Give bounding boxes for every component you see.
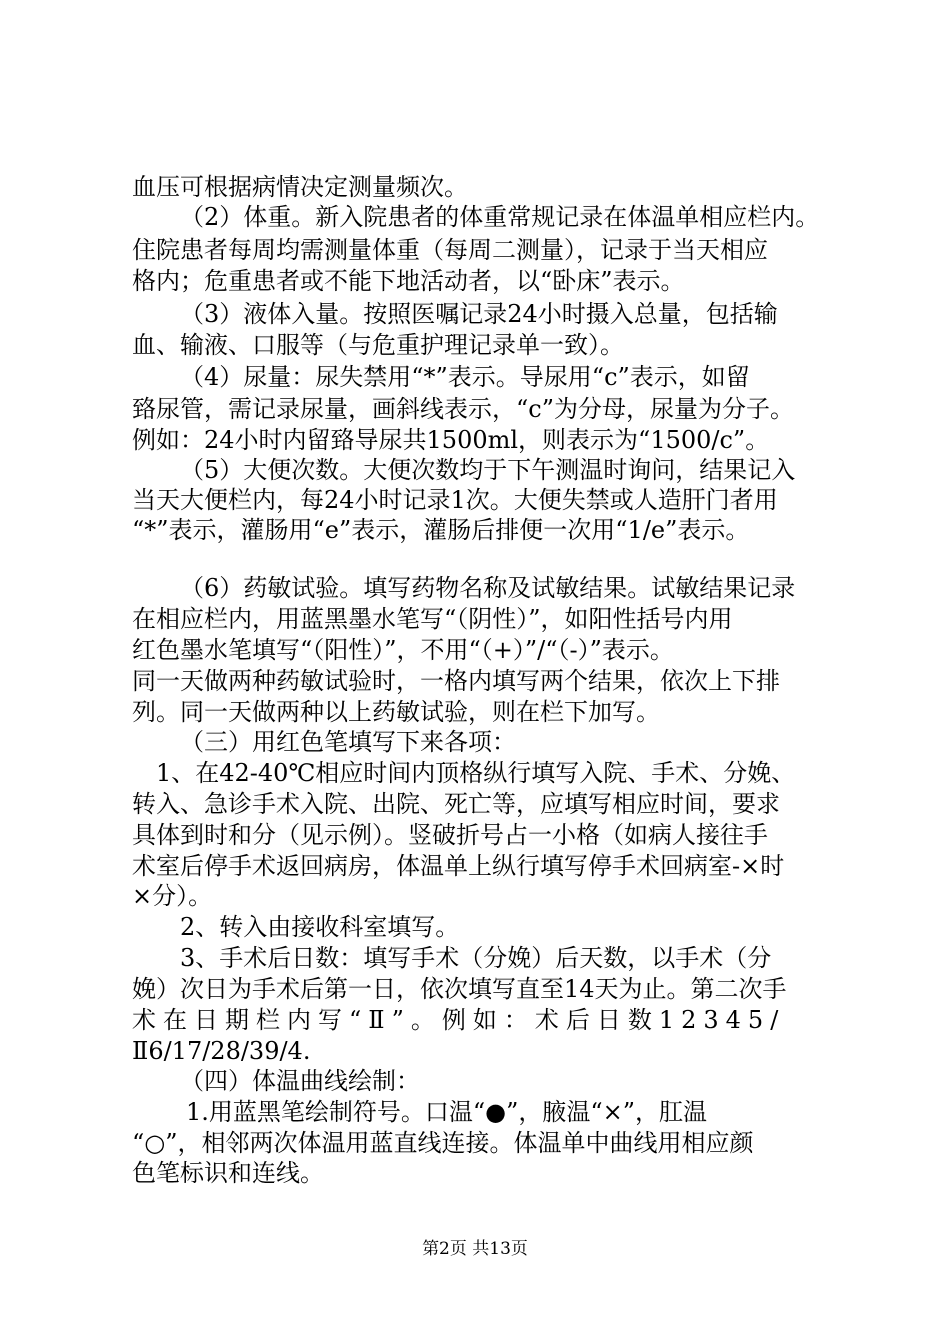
text-line: 列。同一天做两种以上药敏试验，则在栏下加写。 [132, 698, 660, 726]
text-line: 住院患者每周均需测量体重（每周二测量），记录于当天相应 [132, 236, 768, 264]
text-line: （6）药敏试验。填写药物名称及试敏结果。试敏结果记录 [180, 574, 796, 602]
section-heading: （四）体温曲线绘制： [180, 1067, 420, 1095]
text-line: 在相应栏内，用蓝黑墨水笔写“（阴性）”，如阳性括号内用 [132, 605, 733, 633]
text-line: 血压可根据病情决定测量频次。 [132, 173, 468, 201]
text-line: 2、转入由接收科室填写。 [180, 913, 460, 941]
text-line: 3、手术后日数：填写手术（分娩）后天数，以手术（分 [180, 944, 772, 972]
text-line: 术在日期栏内写“Ⅱ”。例如：术后日数12345/ [132, 1006, 786, 1034]
section-heading: （三）用红色笔填写下来各项： [180, 728, 516, 756]
text-line: 具体到时和分（见示例）。竖破折号占一小格（如病人接往手 [132, 821, 768, 849]
text-line: （3）液体入量。按照医嘱记录24小时摄入总量，包括输 [180, 300, 778, 328]
text-line: 1.用蓝黑笔绘制符号。口温“●”，腋温“×”，肛温 [186, 1098, 708, 1126]
text-line: 当天大便栏内，每24小时记录1次。大便失禁或人造肝门者用 [132, 486, 778, 514]
text-line: 色笔标识和连线。 [132, 1159, 324, 1187]
text-line: Ⅱ6/17/28/39/4. [132, 1037, 311, 1065]
text-line: 术室后停手术返回病房，体温单上纵行填写停手术回病室-×时 [132, 852, 785, 880]
text-line: （4）尿量：尿失禁用“*”表示。导尿用“c”表示，如留 [180, 363, 750, 391]
text-line: 娩）次日为手术后第一日，依次填写直至14天为止。第二次手 [132, 975, 787, 1003]
text-line: 臵尿管，需记录尿量，画斜线表示，“c”为分母，尿量为分子。 [132, 395, 794, 423]
text-line: 血、输液、口服等（与危重护理记录单一致）。 [132, 331, 624, 359]
text-line: ×分）。 [132, 882, 213, 910]
text-line: 红色墨水笔填写“（阳性）”，不用“（+）”/“（-）”表示。 [132, 636, 674, 664]
text-line: “*”表示，灌肠用“e”表示，灌肠后排便一次用“1/e”表示。 [132, 516, 750, 544]
text-line: 同一天做两种药敏试验时，一格内填写两个结果，依次上下排 [132, 667, 780, 695]
text-line: “○”，相邻两次体温用蓝直线连接。体温单中曲线用相应颜 [132, 1129, 754, 1157]
text-line: 转入、急诊手术入院、出院、死亡等，应填写相应时间，要求 [132, 790, 780, 818]
text-line: 例如：24小时内留臵导尿共1500ml，则表示为“1500/c”。 [132, 426, 770, 454]
text-line: 格内；危重患者或不能下地活动者，以“卧床”表示。 [132, 267, 685, 295]
text-line: （2）体重。新入院患者的体重常规记录在体温单相应栏内。 [180, 203, 820, 231]
text-line: 1、在42-40℃相应时间内顶格纵行填写入院、手术、分娩、 [156, 759, 796, 787]
page-number-footer: 第2页 共13页 [422, 1239, 528, 1259]
text-line: （5）大便次数。大便次数均于下午测温时询问，结果记入 [180, 456, 796, 484]
